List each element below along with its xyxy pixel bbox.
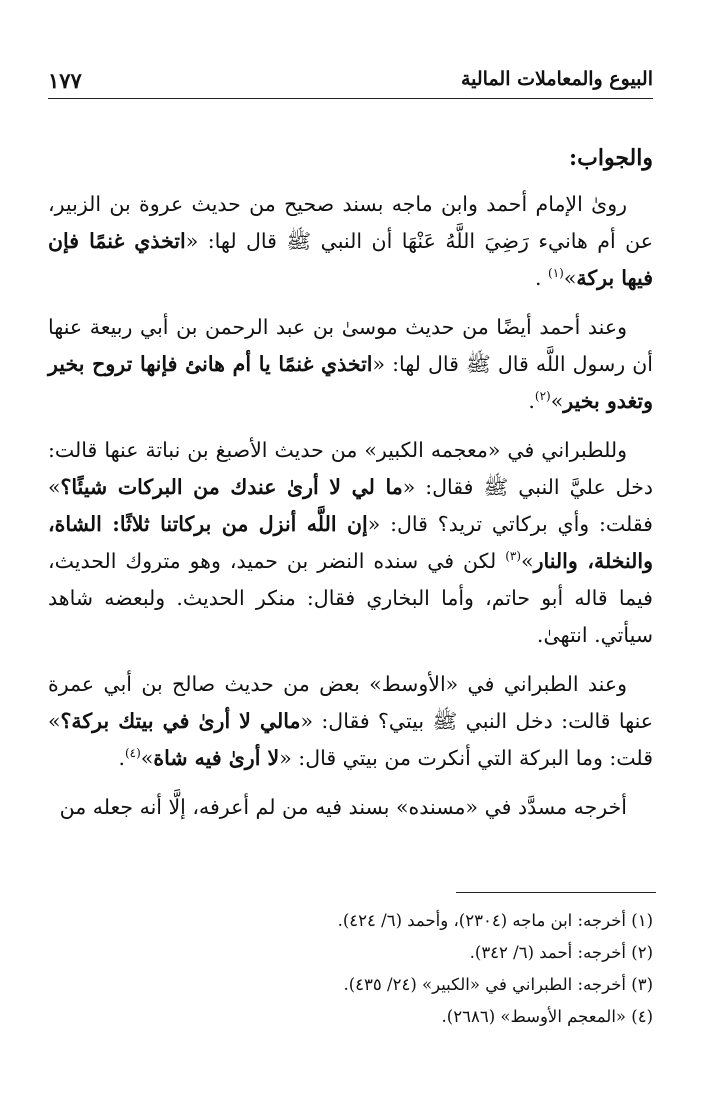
footnotes — [48, 905, 653, 1033]
footnote-1: (١) أخرجه: ابن ماجه (٢٣٠٤)، وأحمد (٦/ ٤٢٤). — [337, 911, 653, 930]
paragraph-3 — [48, 432, 653, 654]
hadith-quote: لا أرىٰ فيه شاة — [153, 746, 280, 770]
paragraph-1 — [48, 186, 653, 297]
hadith-quote: اتخذي غنمًا فإن فيها بركة — [48, 229, 653, 290]
text-run: » — [550, 389, 564, 413]
paragraph-2 — [48, 309, 653, 420]
text-run: » فقلت: وأي بركاتي تريد؟ قال: « — [48, 475, 653, 536]
text-run: . — [528, 389, 535, 413]
footnote-marker: (٢) — [534, 389, 551, 404]
hadith-quote: اتخذي غنمًا يا أم هانئ فإنها تروح بخير وتغدو بخير — [48, 352, 653, 413]
footnote-marker: (١) — [548, 266, 564, 281]
page-number: ١٧٧ — [48, 68, 82, 93]
text-run: وللطبراني في «معجمه الكبير» من حديث الأصبغ بن نباتة عنها قالت: دخل عليَّ النبي ﷺ فقال: « — [48, 438, 653, 499]
page-header — [48, 64, 653, 99]
hadith-quote: ما لي لا أرىٰ عندك من البركات شيئًا؟ — [60, 475, 403, 499]
paragraph-4 — [48, 666, 653, 777]
hadith-quote: مالي لا أرىٰ في بيتك بركة؟ — [60, 709, 301, 733]
paragraph-5: أخرجه مسدَّد في «مسنده» بسند فيه من لم أعرفه، إلَّا أنه جعله من — [59, 795, 627, 819]
text-run: وعند الطبراني في «الأوسط» بعض من حديث صالح بن أبي عمرة عنها قالت: دخل النبي ﷺ بيتي؟ فقال: « — [48, 672, 654, 733]
text-run: » — [140, 746, 154, 770]
text-run: » — [521, 549, 534, 573]
text-run: . — [118, 746, 125, 770]
section-heading: والجواب: — [569, 145, 653, 171]
text-run: » قلت: وما البركة التي أنكرت من بيتي قال: « — [48, 709, 653, 770]
footnote-3: (٣) أخرجه: الطبراني في «الكبير» (٢٤/ ٤٣٥). — [343, 975, 653, 994]
text-run: » — [563, 266, 577, 290]
running-title: البيوع والمعاملات المالية — [460, 68, 653, 90]
footnote-marker: (٤) — [124, 746, 141, 761]
footnote-separator — [456, 892, 656, 893]
footnote-4: (٤) «المعجم الأوسط» (٢٦٨٦). — [441, 1007, 653, 1026]
text-run: وعند أحمد أيضًا من حديث موسىٰ بن عبد الرحمن بن أبي ربيعة عنها أن رسول اللَّه قال ﷺ قال لها: « — [48, 315, 653, 376]
footnote-marker: (٣) — [505, 549, 522, 564]
text-run: . — [534, 266, 549, 290]
text-run: لكن في سنده النضر بن حميد، وهو متروك الحديث، فيما قاله أبو حاتم، وأما البخاري فقال: منكر الحديث. ولبعضه شاهد سيأتي. انتهىٰ. — [48, 549, 653, 647]
text-run: روىٰ الإمام أحمد وابن ماجه بسند صحيح من حديث عروة بن الزبير، عن أم هانيء رَضِيَ اللَّهُ عَنْهَا أن النبي ﷺ قال لها: « — [48, 192, 653, 253]
footnote-2: (٢) أخرجه: أحمد (٦/ ٣٤٢). — [469, 943, 653, 962]
main-text — [48, 138, 653, 826]
hadith-quote: إن اللَّه أنزل من بركاتنا ثلاثًا: الشاة، والنخلة، والنار — [48, 512, 653, 573]
